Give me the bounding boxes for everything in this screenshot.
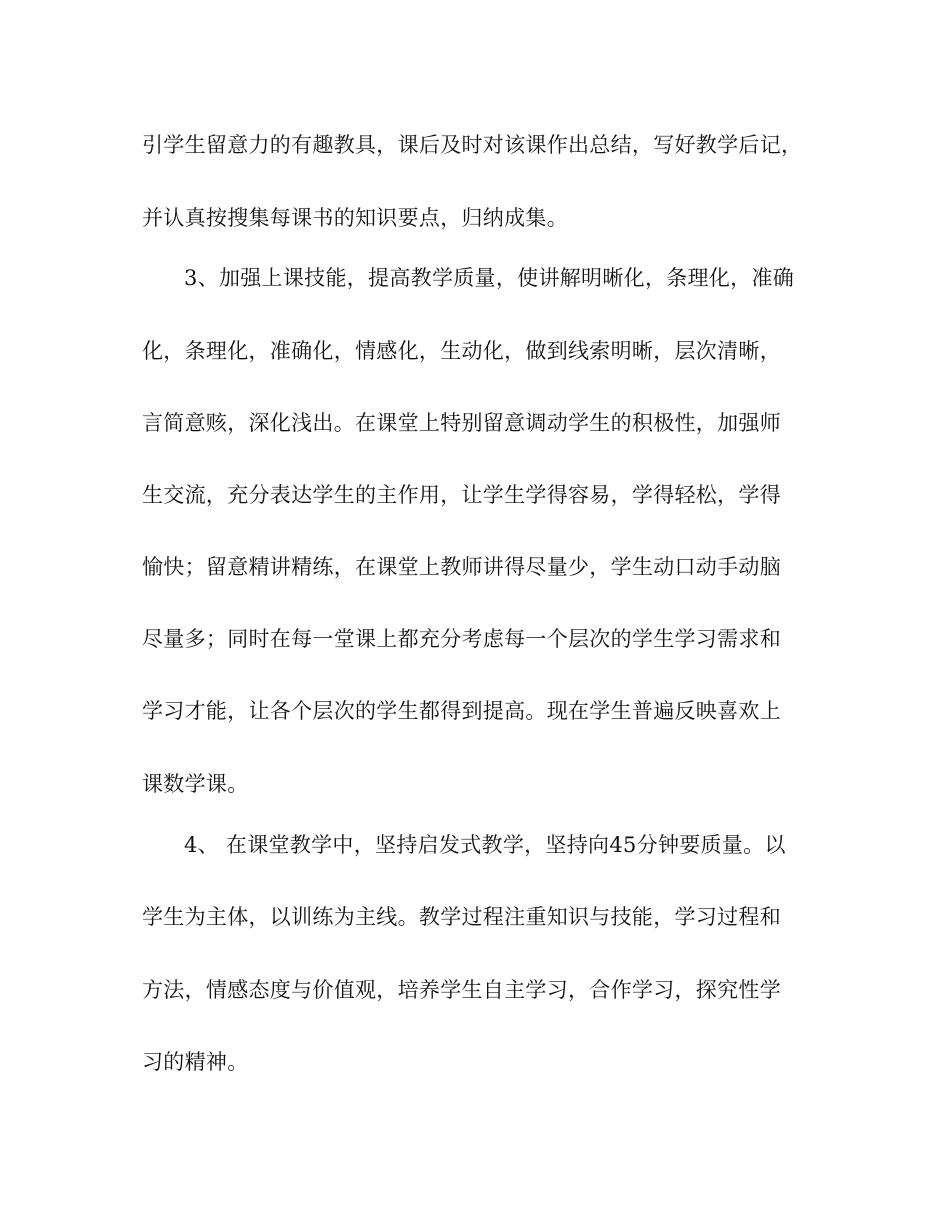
paragraph-3-first-line: 3、加强上课技能，提高教学质量，使讲解明晰化，条理化，准确 <box>184 266 795 290</box>
text-line: 方法，情感态度与价值观，培养学生自主学习，合作学习，探究性学 <box>142 978 781 1002</box>
text-line: 化，条理化，准确化，情感化，生动化，做到线索明晰，层次清晰， <box>142 339 781 363</box>
paragraph-4-first-line: 4、 在课堂教学中，坚持启发式教学，坚持向45分钟要质量。以 <box>184 833 786 857</box>
text-line: 习的精神。 <box>142 1050 249 1074</box>
text-line: 愉快；留意精讲精练，在课堂上教师讲得尽量少，学生动口动手动脑 <box>142 555 781 579</box>
text-line: 尽量多；同时在每一堂课上都充分考虑每一个层次的学生学习需求和 <box>142 627 781 651</box>
text-line: 言简意赅，深化浅出。在课堂上特别留意调动学生的积极性，加强师 <box>142 411 781 435</box>
text-line: 并认真按搜集每课书的知识要点，归纳成集。 <box>142 206 568 230</box>
text-line: 引学生留意力的有趣教具，课后及时对该课作出总结，写好教学后记， <box>142 133 803 157</box>
text-line: 学生为主体，以训练为主线。教学过程注重知识与技能，学习过程和 <box>142 905 781 929</box>
text-line: 课数学课。 <box>142 772 249 796</box>
text-line: 生交流，充分表达学生的主作用，让学生学得容易，学得轻松，学得 <box>142 483 781 507</box>
text-line: 学习才能，让各个层次的学生都得到提高。现在学生普遍反映喜欢上 <box>142 699 781 723</box>
